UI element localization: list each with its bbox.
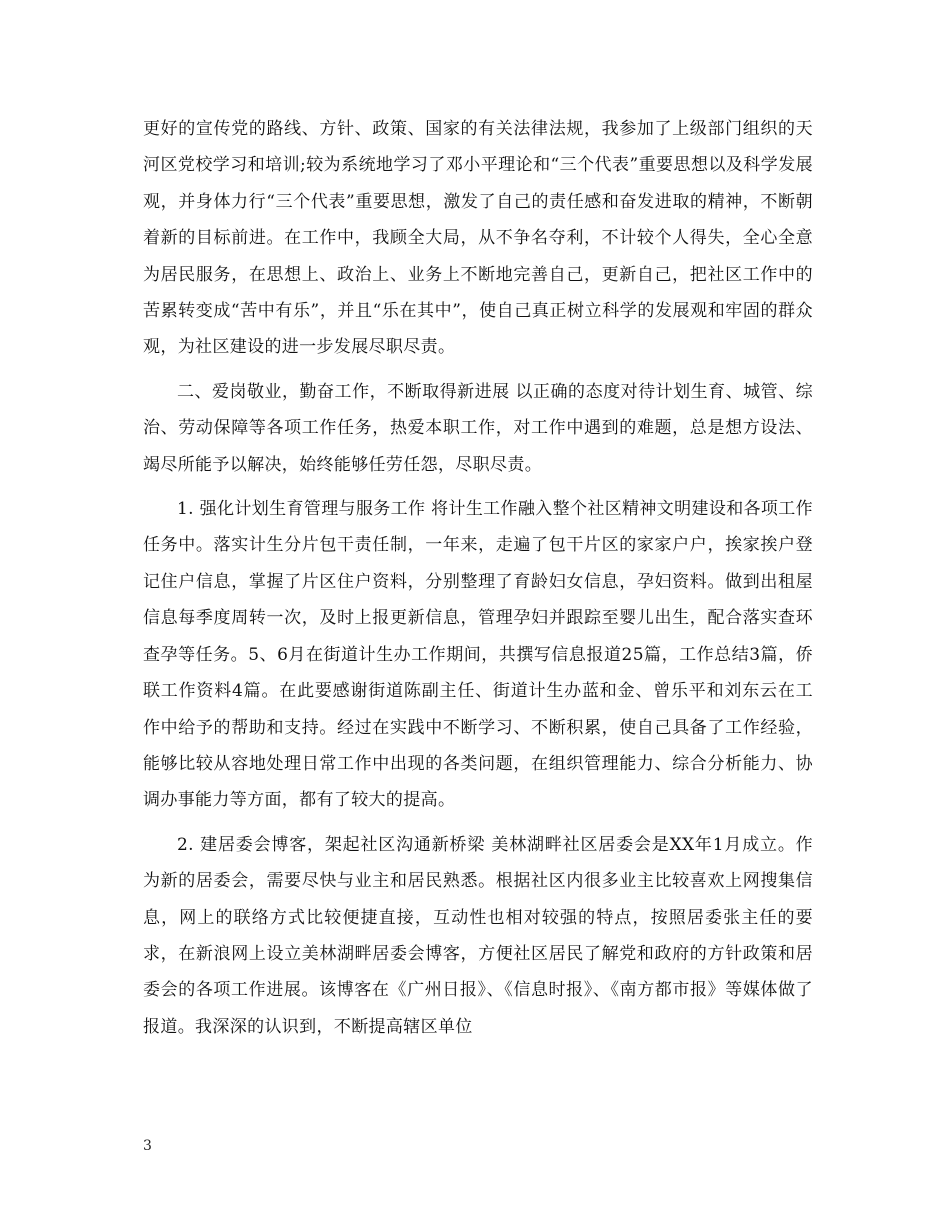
page-number: 3 — [143, 1138, 152, 1154]
document-body — [143, 111, 813, 1053]
paragraph-item-one: 1. 强化计划生育管理与服务工作 将计生工作融入整个社区精神文明建设和各项工作任务中。落实计生分片包干责任制，一年来，走遍了包干片区的家家户户，挨家挨户登记住户信息，掌握了片区住户资料，分别整理了育龄妇女信息，孕妇资料。做到出租屋信息每季度周转一次，及时上报更新信息，管理孕妇并跟踪至婴儿出生，配合落实查环查孕等任务。5、6月在街道计生办工作期间，共撰写信息报道25篇，工作总结3篇，侨联工作资料4篇。在此要感谢街道陈副主任、街道计生办蓝和金、曾乐平和刘东云在工作中给予的帮助和支持。经过在实践中不断学习、不断积累，使自己具备了工作经验，能够比较从容地处理日常工作中出现的各类问题，在组织管理能力、综合分析能力、协调办事能力等方面，都有了较大的提高。 — [143, 499, 813, 811]
paragraph-continuation: 更好的宣传党的路线、方针、政策、国家的有关法律法规，我参加了上级部门组织的天河区党校学习和培训;较为系统地学习了邓小平理论和“三个代表”重要思想以及科学发展观，并身体力行“三个代表”重要思想，激发了自己的责任感和奋发进取的精神，不断朝着新的目标前进。在工作中，我顾全大局，从不争名夺利，不计较个人得失，全心全意为居民服务，在思想上、政治上、业务上不断地完善自己，更新自己，把社区工作中的苦累转变成“苦中有乐”，并且“乐在其中”，使自己真正树立科学的发展观和牢固的群众观，为社区建设的进一步发展尽职尽责。 — [143, 119, 813, 358]
paragraph-item-two: 2. 建居委会博客，架起社区沟通新桥梁 美林湖畔社区居委会是XX年1月成立。作为新的居委会，需要尽快与业主和居民熟悉。根据社区内很多业主比较喜欢上网搜集信息，网上的联络方式比较便捷直接，互动性也相对较强的特点，按照居委张主任的要求，在新浪网上设立美林湖畔居委会博客，方便社区居民了解党和政府的方针政策和居委会的各项工作进展。该博客在《广州日报》、《信息时报》、《南方都市报》等媒体做了报道。我深深的认识到，不断提高辖区单位 — [143, 834, 813, 1037]
paragraph-section-two: 二、爱岗敬业，勤奋工作，不断取得新进展 以正确的态度对待计划生育、城管、综治、劳动保障等各项工作任务，热爱本职工作，对工作中遇到的难题，总是想方设法、竭尽所能予以解决，始终能够任劳任怨，尽职尽责。 — [143, 381, 813, 475]
